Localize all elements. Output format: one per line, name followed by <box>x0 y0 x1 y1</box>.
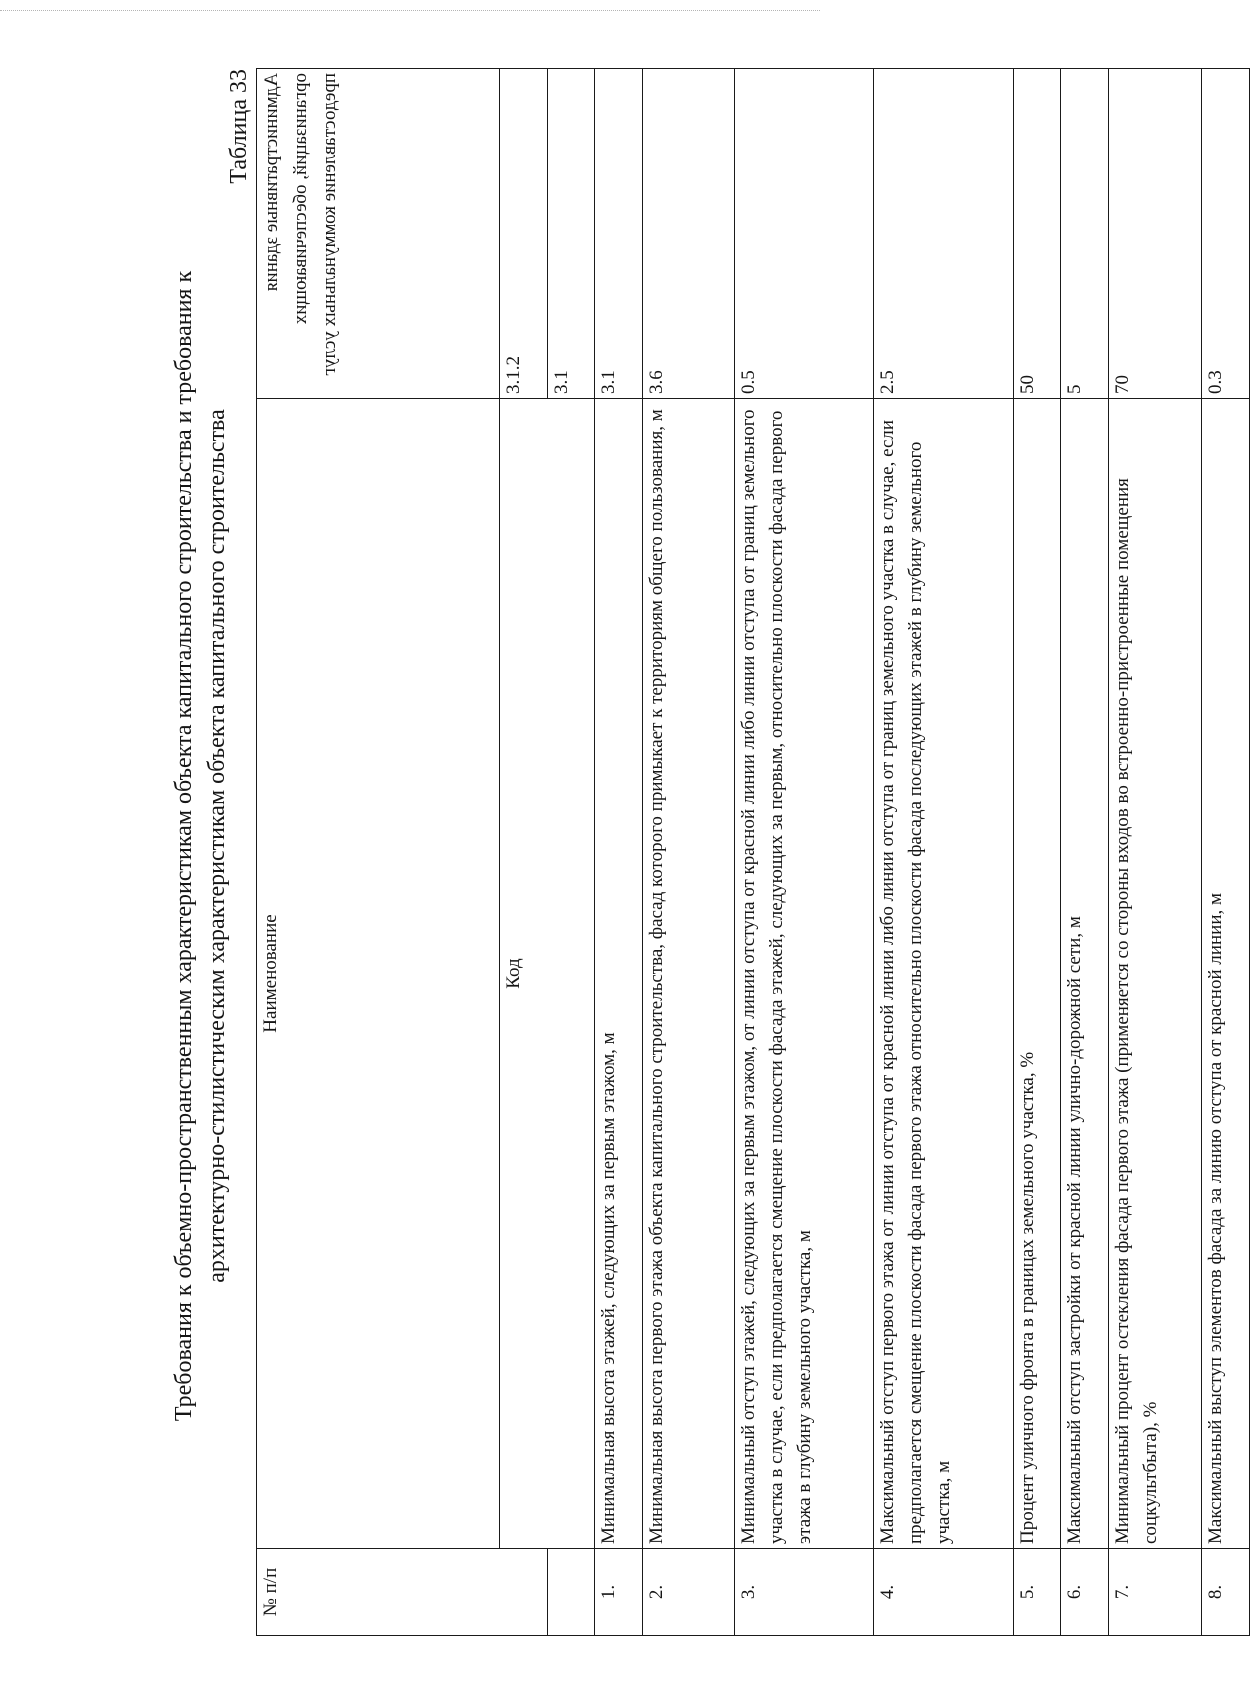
row-number: 1. <box>595 1549 643 1636</box>
title-line-1: Требования к объемно-пространственным характеристикам объекта капитального строительства и требования к <box>171 270 197 1422</box>
row-value: 0.5 <box>734 69 874 399</box>
header-building-type-text: Административные здания организаций, обеспечивающих предоставление коммунальных услуг <box>261 73 340 376</box>
row-name: Процент уличного фронта в границах земельного участка, % <box>1013 399 1061 1549</box>
table-row <box>874 69 1014 1636</box>
header-building-type <box>257 69 500 399</box>
row-name: Максимальный выступ элементов фасада за линию отступа от красной линии, м <box>1202 399 1250 1549</box>
title-line-2: архитектурно-стилистическим характеристикам объекта капитального строительства <box>204 409 230 1283</box>
scan-edge-line <box>0 10 820 11</box>
row-value: 0.3 <box>1202 69 1250 399</box>
requirements-table-wrap <box>256 69 1250 1636</box>
row-value: 3.1 <box>595 69 643 399</box>
code-secondary: 3.1 <box>547 69 595 399</box>
row-value: 3.6 <box>642 69 734 399</box>
header-name: Наименование <box>257 399 500 1549</box>
row-number: 6. <box>1061 1549 1109 1636</box>
row-value: 2.5 <box>874 69 1014 399</box>
row-number: 4. <box>874 1549 1014 1636</box>
header-code-label: Код <box>499 399 594 1549</box>
row-name: Максимальный отступ застройки от красной линии улично-дорожной сети, м <box>1061 399 1109 1549</box>
row-value: 70 <box>1108 69 1202 399</box>
table-row <box>734 69 874 1636</box>
document-title <box>168 56 234 1636</box>
table-row <box>1013 69 1061 1636</box>
code-number-cell <box>547 1549 595 1636</box>
row-number: 8. <box>1202 1549 1250 1636</box>
row-name: Минимальная высота первого этажа объекта капитального строительства, фасад которого примыкает к территориям общего пользования, м <box>642 399 734 1549</box>
row-number: 7. <box>1108 1549 1202 1636</box>
row-number: 2. <box>642 1549 734 1636</box>
row-name: Максимальный отступ первого этажа от линии отступа от красной линии либо линии отступа от границ земельного участка в случае, если предполагается смещение плоскости фасада первого этажа относительно плоскости фасада последующих этажей в глубину земельного участка, м <box>874 399 1014 1549</box>
row-name: Минимальный процент остекления фасада первого этажа (применяется со стороны входов во встроенно-пристроенные помещения соцкультбыта), % <box>1108 399 1202 1549</box>
table-caption: Таблица 33 <box>226 69 252 184</box>
table-row <box>642 69 734 1636</box>
code-primary: 3.1.2 <box>499 69 547 399</box>
header-number: № п/п <box>257 1549 548 1636</box>
requirements-table <box>256 68 1250 1636</box>
table-row <box>1202 69 1250 1636</box>
row-name: Минимальная высота этажей, следующих за первым этажом, м <box>595 399 643 1549</box>
row-name: Минимальный отступ этажей, следующих за первым этажом, от линии отступа от красной линии либо линии отступа от границ земельного участка в случае, если предполагается смещение плоскости фасада этажей, следующих за первым, относительно плоскости фасада первого этажа в глубину земельного участка, м <box>734 399 874 1549</box>
table-row <box>1061 69 1109 1636</box>
table-row <box>595 69 643 1636</box>
rotated-page <box>168 56 1250 1636</box>
row-value: 5 <box>1061 69 1109 399</box>
table-row <box>1108 69 1202 1636</box>
row-number: 3. <box>734 1549 874 1636</box>
row-number: 5. <box>1013 1549 1061 1636</box>
row-value: 50 <box>1013 69 1061 399</box>
